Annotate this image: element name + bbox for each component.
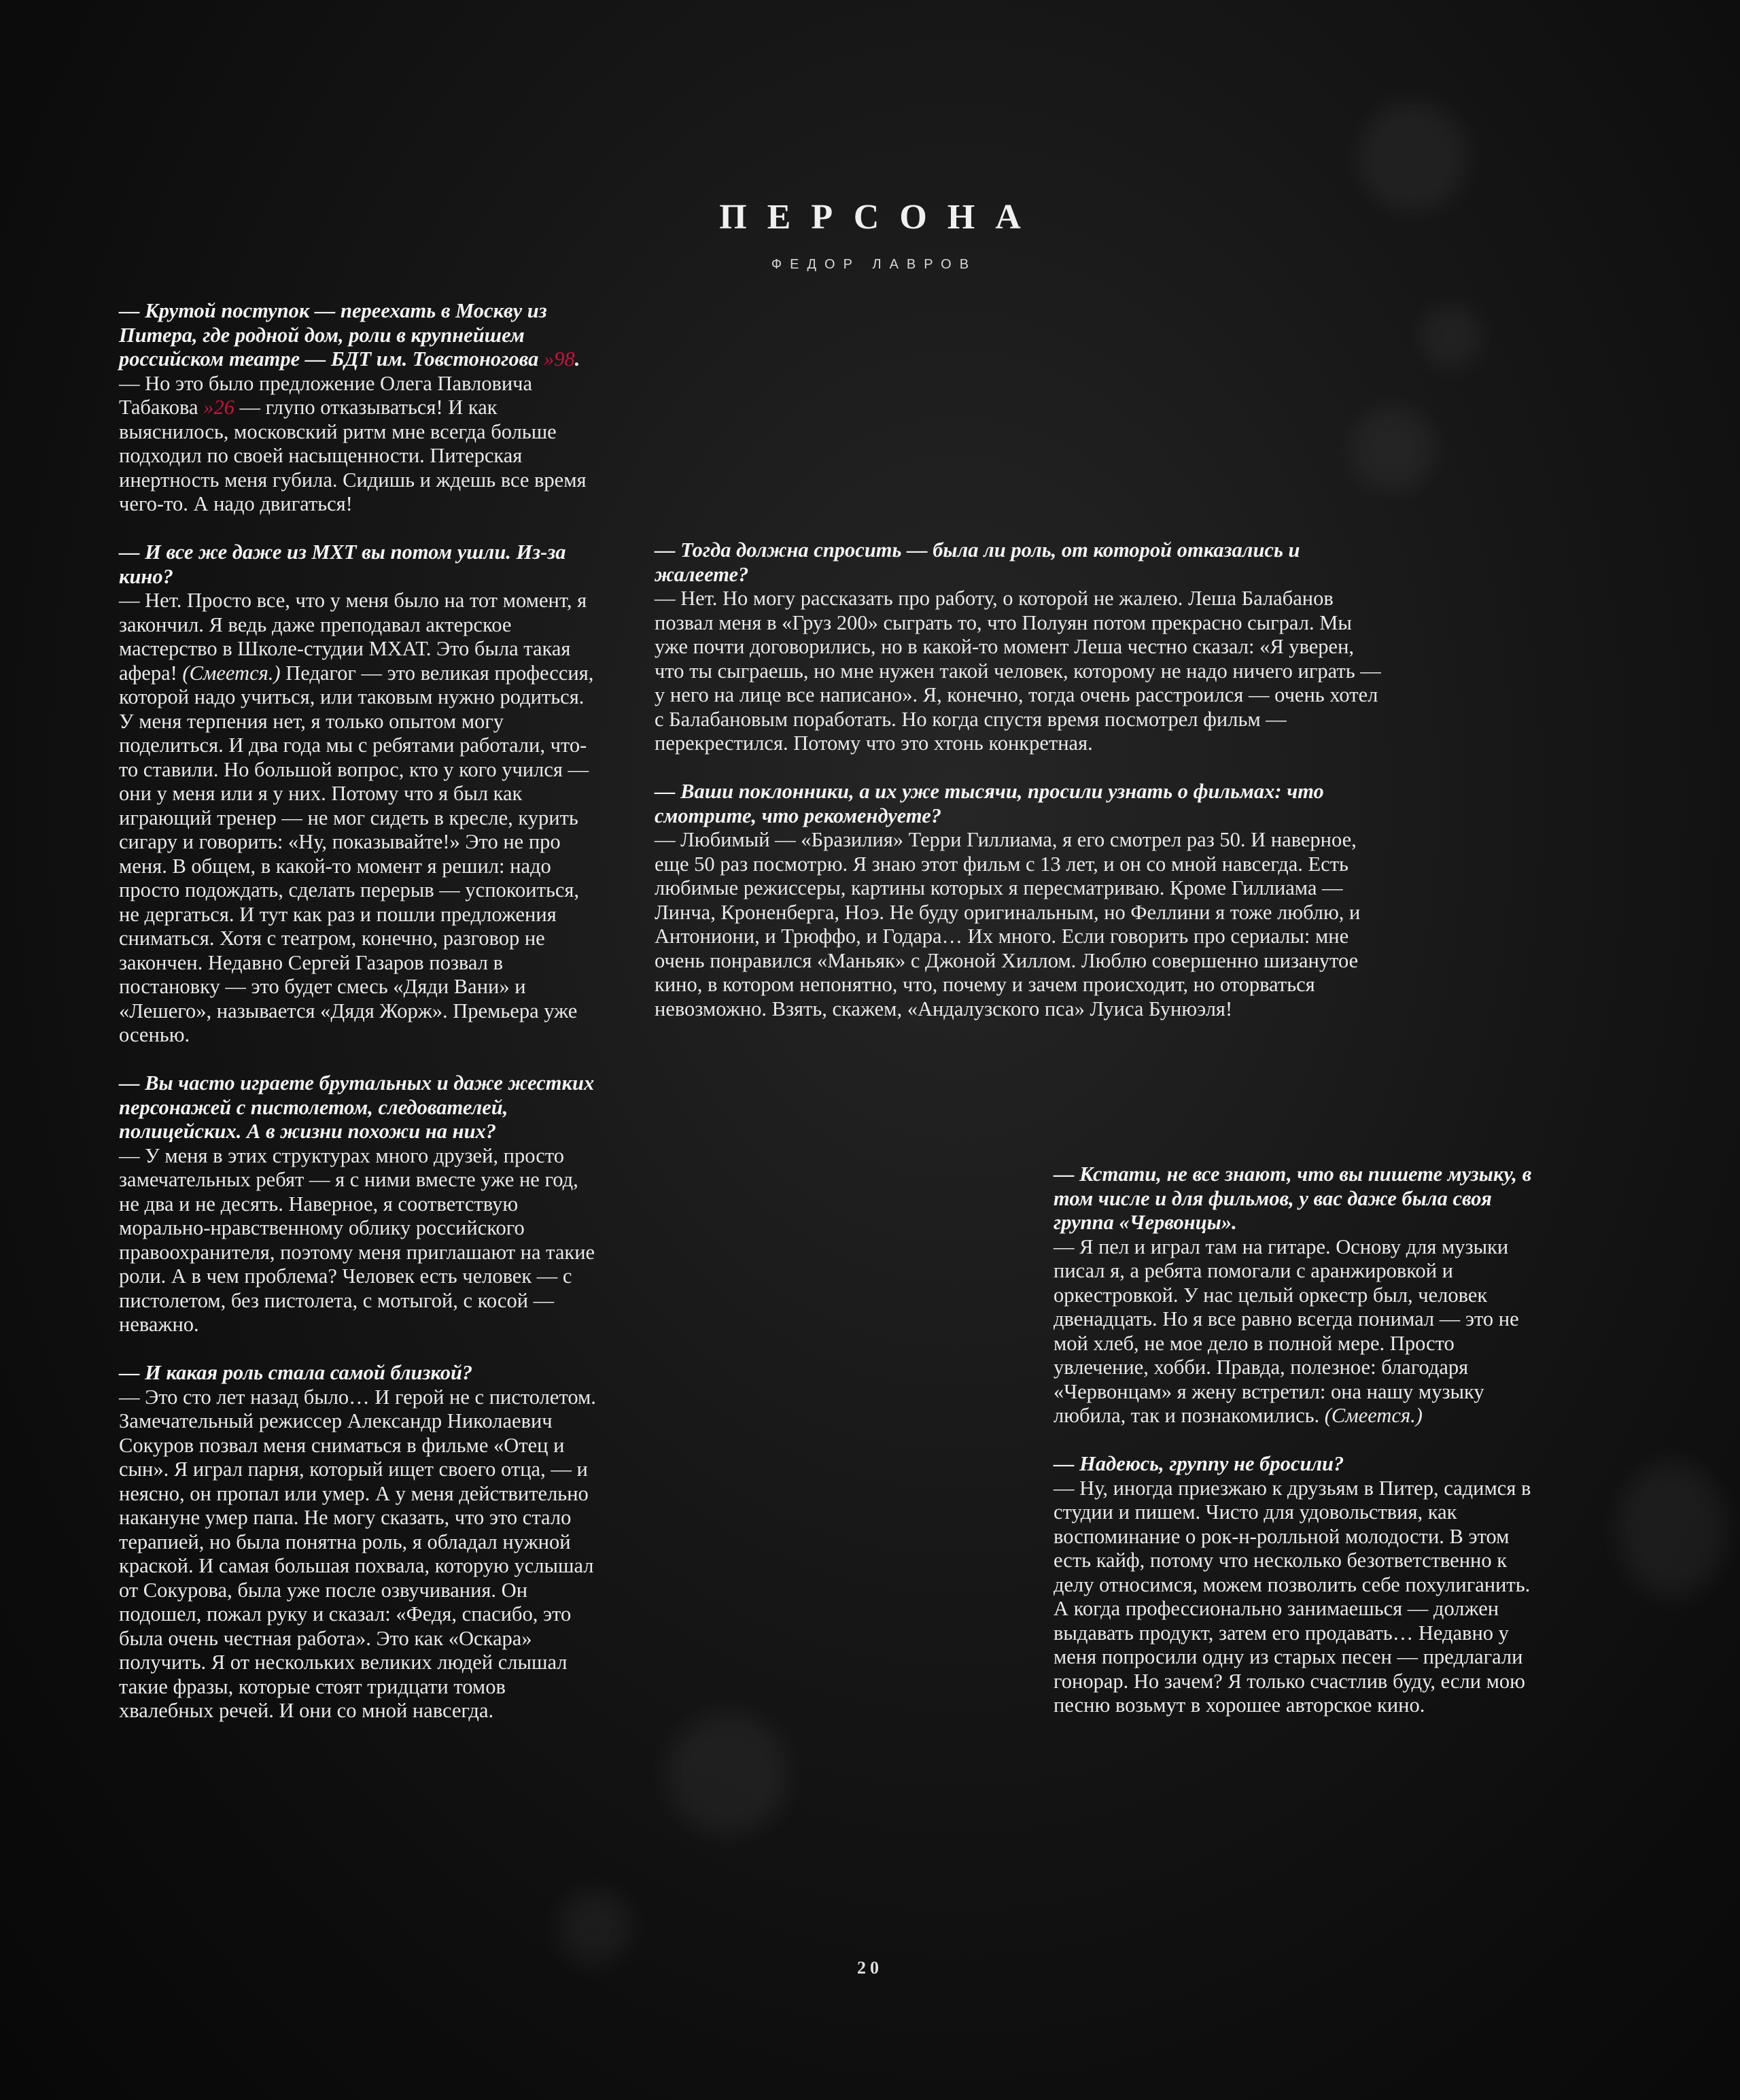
bokeh-light xyxy=(1353,408,1434,489)
answer-text: — Любимый — «Бразилия» Терри Гиллиама, я его смотрел раз 50. И наверное, еще 50 раз посмотрю. Я знаю этот фильм с 13 лет, и он со мной навсегда. Есть любимые режиссеры, картины которых я пересматриваю. Кроме Гиллиама — Линча, Кроненберга, Ноэ. Не буду оригинальным, но Феллини я тоже люблю, и Антониони, и Трюффо, и Годара… Их много. Если говорить про сериалы: мне очень понравился «Маньяк» с Джоной Хиллом. Люблю совершенно шизанутое кино, в котором непонятно, что, почему и зачем происходит, но оторваться невозможно. Взять, скажем, «Андалузского пса» Луиса Бунюэля! xyxy=(655,828,1361,1020)
bokeh-light xyxy=(666,1713,788,1836)
answer-text: — Нет. Но могу рассказать про работу, о которой не жалею. Леша Балабанов позвал меня в «Груз 200» сыграть то, что Полуян потом прекрасно сыграл. Мы уже почти договорились, но в какой-то момент Леша честно сказал: «Я уверен, что ты сыграешь, но мне нужен такой человек, которому не надо ничего играть — у него на лице все написано». Я, конечно, тогда очень расстроился — очень хотел с Балабановым поработать. Но когда спустя время посмотрел фильм — перекрестился. Потому что это хтонь конкретная. xyxy=(655,587,1381,755)
question-text: — Кстати, не все знают, что вы пишете музыку, в том числе и для фильмов, у вас даже была своя группа «Червонцы». xyxy=(1054,1163,1532,1234)
question-text: — Тогда должна спросить — была ли роль, от которой отказались и жалеете? xyxy=(655,538,1300,586)
qa-block xyxy=(655,538,1389,756)
answer-text: — У меня в этих структурах много друзей, просто замечательных ребят — я с ними вместе уже не год, не два и не десять. Наверное, я соответствую морально-нравственному облику российского правоохранителя, поэтому меня приглашают на такие роли. А в чем проблема? Человек есть человек — с пистолетом, без пистолета, с мотыгой, с косой — неважно. xyxy=(119,1143,595,1336)
answer-text-end: — глупо отказываться! И как выяснилось, московский ритм мне всегда больше подходил по своей насыщенности. Питерская инертность меня губила. Сидишь и ждешь все время чего-то. А надо двигаться! xyxy=(119,396,587,515)
answer-text-end: Педагог — это великая профессия, которой надо учиться, или таковым нужно родиться. У меня терпения нет, я только опытом могу поделиться. И два года мы с ребятами работали, что-то ставили. Но большой вопрос, кто у кого учился — они у меня или я у них. Потому что я был как играющий тренер — не мог сидеть в кресле, курить сигару и говорить: «Ну, показывайте!» Это не про меня. В общем, в какой-то момент я решил: надо просто подождать, сделать перерыв — успокоиться, не дергаться. И тут как раз и пошли предложения сниматься. Хотя с театром, конечно, разговор не закончен. Недавно Сергей Газаров позвал в постановку — это будет смесь «Дяди Вани» и «Лешего», называется «Дядя Жорж». Премьера уже осенью. xyxy=(119,661,594,1046)
question-text: — И все же даже из МХТ вы потом ушли. Из-за кино? xyxy=(119,540,566,588)
qa-block xyxy=(119,299,602,517)
answer-text: — Это сто лет назад было… И герой не с пистолетом. Замечательный режиссер Александр Николаевич Сокуров позвал меня сниматься в фильме «Отец и сын». Я играл парня, который ищет своего отца, — и неясно, он пропал или умер. А у меня действительно накануне умер папа. Не могу сказать, что это стало терапией, но была понятна роль, я обладал нужной краской. И самая большая похвала, которую услышал от Сокурова, была уже после озвучивания. Он подошел, пожал руку и сказал: «Федя, спасибо, это была очень честная работа». Это как «Оскара» получить. Я от нескольких великих людей слышал такие фразы, которые стоят тридцати томов хвалебных речей. И они со мной навсегда. xyxy=(119,1385,596,1722)
question-text: — Ваши поклонники, а их уже тысячи, просили узнать о фильмах: что смотрите, что рекомендуете? xyxy=(655,780,1324,827)
author-name: ФЕДОР ЛАВРОВ xyxy=(771,257,977,272)
question-text: — Крутой поступок — переехать в Москву из Питера, где родной дом, роли в крупнейшем российском театре — БДТ им. Товстоногова xyxy=(119,299,547,371)
question-text: — Вы часто играете брутальных и даже жестких персонажей с пистолетом, следователей, полицейских. А в жизни похожи на них? xyxy=(119,1071,595,1143)
section-title: ПЕРСОНА xyxy=(719,198,1041,237)
interview-column-3 xyxy=(1054,1163,1543,1742)
answer-aside: (Смеется.) xyxy=(182,661,281,685)
bokeh-light xyxy=(1421,306,1482,367)
bokeh-light xyxy=(1618,1462,1726,1598)
qa-block xyxy=(655,780,1389,1021)
answer-aside: (Смеется.) xyxy=(1324,1404,1423,1427)
qa-block xyxy=(119,540,602,1048)
page-reference: »98 xyxy=(543,347,575,371)
qa-block xyxy=(1054,1163,1543,1428)
bokeh-light xyxy=(1359,102,1468,211)
qa-block xyxy=(119,1361,602,1723)
answer-text: — Я пел и играл там на гитаре. Основу для музыки писал я, а ребята помогали с аранжировкой и оркестровкой. У нас целый оркестр был, человек двенадцать. Но я все равно всегда понимал — это не мой хлеб, не мое дело в полной мере. Просто увлечение, хобби. Правда, полезное: благодаря «Червонцам» я жену встретил: она нашу музыку любила, так и познакомились. xyxy=(1054,1235,1519,1427)
question-text: — Надеюсь, группу не бросили? xyxy=(1054,1452,1344,1475)
page-number: 20 xyxy=(857,1958,883,1978)
interview-column-2 xyxy=(655,538,1389,1046)
interview-column-1 xyxy=(119,299,602,1747)
answer-text: — Но это было предложение Олега Павловича Табакова xyxy=(119,371,533,419)
qa-block xyxy=(1054,1452,1543,1718)
qa-block xyxy=(119,1071,602,1337)
answer-text: — Ну, иногда приезжаю к друзьям в Питер, садимся в студии и пишем. Чисто для удовольствия, как воспоминание о рок-н-ролльной молодости. В этом есть кайф, потому что несколько безответственно к делу относимся, можем позволить себе похулиганить. А когда профессионально занимаешься — должен выдавать продукт, затем его продавать… Недавно у меня попросили одну из старых песен — предлагали гонорар. Но зачем? Я только счастлив буду, если мою песню возьмут в хорошее авторское кино. xyxy=(1054,1476,1531,1717)
question-text: — И какая роль стала самой близкой? xyxy=(119,1361,473,1384)
answer-text: — Нет. Просто все, что у меня было на тот момент, я закончил. Я ведь даже преподавал актерское мастерство в Школе-студии МХАТ. Это была такая афера! xyxy=(119,589,587,685)
page-reference: »26 xyxy=(203,396,234,419)
question-text-end: . xyxy=(574,347,580,371)
bokeh-light xyxy=(557,1890,632,1965)
